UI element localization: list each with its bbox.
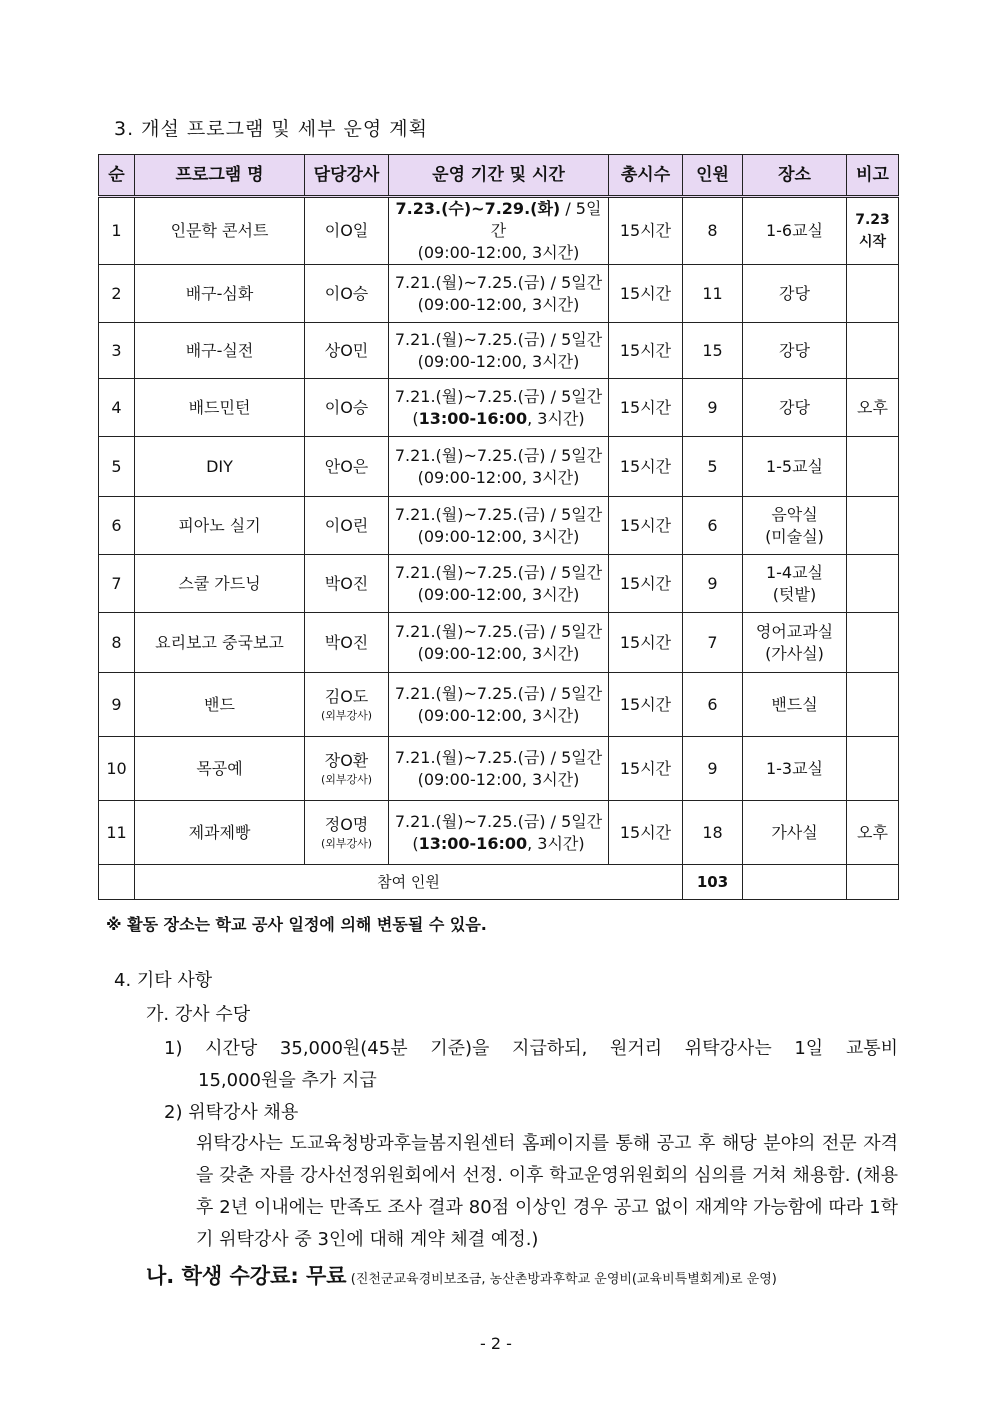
cell-remark (847, 379, 899, 437)
cell-place (743, 265, 847, 323)
table-row (99, 555, 899, 613)
cell-remark (847, 497, 899, 555)
cell-teacher (305, 265, 389, 323)
remark-main: 오후 (857, 822, 888, 842)
header-period: 운영 기간 및 시간 (389, 155, 609, 197)
cell-count: 7 (683, 613, 743, 673)
place-main: 1-3교실 (765, 758, 824, 778)
cell-count: 9 (683, 379, 743, 437)
cell-period (389, 801, 609, 865)
cell-teacher (305, 197, 389, 265)
student-fee (146, 1260, 777, 1290)
table-row (99, 801, 899, 865)
cell-place (743, 197, 847, 265)
cell-remark (847, 197, 899, 265)
cell-period (389, 497, 609, 555)
cell-hours: 15시간 (609, 555, 683, 613)
teacher-note: (외부강사) (320, 836, 373, 850)
teacher-name: 박O진 (324, 573, 369, 593)
cell-remark (847, 555, 899, 613)
place-main: 1-4교실 (765, 562, 824, 582)
table-row (99, 197, 899, 265)
table-row (99, 265, 899, 323)
time-open: ( (417, 526, 424, 546)
cell-period (389, 555, 609, 613)
cell-no: 9 (99, 673, 135, 737)
cell-remark (847, 613, 899, 673)
cell-remark (847, 265, 899, 323)
cell-program: 배구-실전 (135, 323, 305, 379)
cell-count: 15 (683, 323, 743, 379)
item-1-line-1: 1) 시간당 35,000원(45분 기준)을 지급하되, 원거리 위탁강사는 1일 교통비 (164, 1038, 898, 1059)
cell-period (389, 265, 609, 323)
table-header-row (99, 155, 899, 197)
remark-main: 오후 (857, 397, 888, 417)
cell-place (743, 673, 847, 737)
item-2-title: 2) 위탁강사 채용 (164, 1102, 299, 1123)
time-rest: , 3시간) (521, 769, 580, 789)
time-open: ( (417, 769, 424, 789)
cell-hours: 15시간 (609, 673, 683, 737)
time-range: 09:00-12:00 (423, 294, 522, 314)
cell-remark (847, 323, 899, 379)
period-dates: 7.21.(월)~7.25.(금) (394, 329, 546, 349)
footer-empty-place (743, 865, 847, 900)
time-rest: , 3시간) (521, 351, 580, 371)
table-row (99, 379, 899, 437)
cell-place (743, 613, 847, 673)
cell-place (743, 379, 847, 437)
time-range: 09:00-12:00 (423, 584, 522, 604)
table-row (99, 497, 899, 555)
cell-hours: 15시간 (609, 197, 683, 265)
teacher-name: 이O린 (324, 515, 369, 535)
location-change-note: ※ 활동 장소는 학교 공사 일정에 의해 변동될 수 있음. (106, 915, 487, 934)
cell-remark (847, 437, 899, 497)
cell-hours: 15시간 (609, 379, 683, 437)
section-4-title: 4. 기타 사항 (114, 970, 213, 991)
teacher-name: 이O승 (324, 283, 369, 303)
period-dates: 7.21.(월)~7.25.(금) (394, 747, 546, 767)
cell-place (743, 801, 847, 865)
place-sub: (가사실) (765, 643, 824, 663)
teacher-note: (외부강사) (320, 708, 373, 722)
footer-label: 참여 인원 (135, 865, 683, 900)
cell-count: 9 (683, 737, 743, 801)
cell-teacher (305, 555, 389, 613)
remark-sub: 시작 (858, 234, 887, 250)
cell-program: 목공예 (135, 737, 305, 801)
time-open: ( (417, 243, 424, 262)
section-3-title: 3. 개설 프로그램 및 세부 운영 계획 (114, 118, 428, 140)
period-days: / 5일간 (545, 272, 603, 292)
program-table (98, 154, 899, 900)
place-main: 가사실 (771, 822, 818, 842)
place-main: 1-6교실 (765, 221, 824, 240)
time-rest: , 3시간) (521, 243, 580, 262)
cell-period (389, 613, 609, 673)
period-dates: 7.23.(수)~7.29.(화) (395, 199, 561, 218)
cell-no: 2 (99, 265, 135, 323)
time-rest: , 3시간) (527, 833, 585, 853)
time-open: ( (417, 705, 424, 725)
time-open: ( (412, 408, 419, 428)
teacher-name: 이O일 (324, 221, 369, 240)
student-fee-note: (진천군교육경비보조금, 농산촌방과후학교 운영비(교육비특별회계)로 운영) (346, 1272, 777, 1287)
cell-period (389, 737, 609, 801)
teacher-name: 장O환 (324, 750, 369, 770)
time-open: ( (417, 294, 424, 314)
header-teacher: 담당강사 (305, 155, 389, 197)
period-days: / 5일간 (545, 562, 603, 582)
cell-teacher (305, 497, 389, 555)
table-row (99, 673, 899, 737)
cell-no: 4 (99, 379, 135, 437)
cell-period (389, 673, 609, 737)
cell-program: 배드민턴 (135, 379, 305, 437)
time-rest: , 3시간) (521, 584, 580, 604)
cell-hours: 15시간 (609, 613, 683, 673)
time-rest: , 3시간) (521, 526, 580, 546)
cell-count: 5 (683, 437, 743, 497)
cell-no: 3 (99, 323, 135, 379)
cell-program: 배구-심화 (135, 265, 305, 323)
cell-place (743, 323, 847, 379)
time-rest: , 3시간) (521, 467, 580, 487)
table-row (99, 613, 899, 673)
table-row (99, 323, 899, 379)
cell-period (389, 437, 609, 497)
place-main: 강당 (779, 340, 810, 360)
place-sub: (텃밭) (772, 584, 817, 604)
period-dates: 7.21.(월)~7.25.(금) (394, 683, 546, 703)
cell-place (743, 497, 847, 555)
cell-hours: 15시간 (609, 497, 683, 555)
place-main: 음악실 (771, 504, 818, 524)
cell-no: 1 (99, 197, 135, 265)
cell-place (743, 737, 847, 801)
footer-empty-remark (847, 865, 899, 900)
period-days: / 5일간 (545, 811, 603, 831)
cell-teacher (305, 437, 389, 497)
time-range: 09:00-12:00 (423, 643, 522, 663)
cell-program: 피아노 실기 (135, 497, 305, 555)
time-range: 09:00-12:00 (423, 526, 522, 546)
cell-hours: 15시간 (609, 801, 683, 865)
cell-no: 10 (99, 737, 135, 801)
time-rest: , 3시간) (521, 294, 580, 314)
place-main: 강당 (779, 397, 810, 417)
place-sub: (미술실) (765, 526, 824, 546)
cell-program: DIY (135, 437, 305, 497)
teacher-name: 이O승 (324, 397, 369, 417)
time-range: 09:00-12:00 (423, 351, 522, 371)
table-footer-row (99, 865, 899, 900)
time-rest: , 3시간) (521, 643, 580, 663)
cell-hours: 15시간 (609, 737, 683, 801)
time-open: ( (417, 584, 424, 604)
teacher-note: (외부강사) (320, 772, 373, 786)
cell-place (743, 555, 847, 613)
period-dates: 7.21.(월)~7.25.(금) (394, 386, 546, 406)
table-row (99, 737, 899, 801)
cell-hours: 15시간 (609, 265, 683, 323)
cell-teacher (305, 379, 389, 437)
period-dates: 7.21.(월)~7.25.(금) (394, 445, 546, 465)
period-days: / 5일간 (545, 747, 603, 767)
cell-no: 11 (99, 801, 135, 865)
cell-period (389, 197, 609, 265)
cell-teacher (305, 801, 389, 865)
time-range: 09:00-12:00 (423, 243, 522, 262)
period-days: / 5일간 (545, 445, 603, 465)
cell-program: 요리보고 중국보고 (135, 613, 305, 673)
cell-count: 6 (683, 673, 743, 737)
item-2-body: 위탁강사는 도교육청방과후늘봄지원센터 홈페이지를 통해 공고 후 해당 분야의 전문 자격을 갖춘 자를 강사선정위원회에서 선정. 이후 학교운영위원회의 심의를 거쳐 채용함. (채용 후 2년 이내에는 만족도 조사 결과 80점 이상인 경우 공고 없이 재계약 가능함에 따라 1학기 위탁강사 중 3인에 대해 계약 체결 예정.) (196, 1133, 898, 1250)
period-days: / 5일간 (545, 329, 603, 349)
cell-count: 8 (683, 197, 743, 265)
place-main: 영어교과실 (755, 621, 834, 641)
teacher-name: 안O은 (324, 456, 369, 476)
cell-period (389, 323, 609, 379)
cell-no: 5 (99, 437, 135, 497)
cell-teacher (305, 673, 389, 737)
period-dates: 7.21.(월)~7.25.(금) (394, 621, 546, 641)
cell-teacher (305, 737, 389, 801)
period-days: / 5일간 (490, 199, 602, 240)
place-main: 1-5교실 (765, 456, 824, 476)
period-days: / 5일간 (545, 683, 603, 703)
teacher-name: 김O도 (324, 686, 369, 706)
header-no: 순 (99, 155, 135, 197)
time-range: 13:00-16:00 (418, 408, 528, 428)
time-open: ( (412, 833, 419, 853)
time-rest: , 3시간) (527, 408, 585, 428)
cell-teacher (305, 613, 389, 673)
cell-no: 8 (99, 613, 135, 673)
time-open: ( (417, 467, 424, 487)
cell-remark (847, 801, 899, 865)
page-number: - 2 - (480, 1334, 512, 1353)
period-days: / 5일간 (545, 504, 603, 524)
remark-main: 7.23 (855, 212, 890, 228)
teacher-name: 상O민 (324, 340, 369, 360)
period-days: / 5일간 (545, 621, 603, 641)
cell-no: 7 (99, 555, 135, 613)
header-hours: 총시수 (609, 155, 683, 197)
student-fee-title: 나. 학생 수강료: 무료 (146, 1264, 347, 1288)
time-range: 09:00-12:00 (423, 705, 522, 725)
teacher-name: 정O명 (324, 814, 369, 834)
time-open: ( (417, 643, 424, 663)
cell-count: 11 (683, 265, 743, 323)
cell-program: 인문학 콘서트 (135, 197, 305, 265)
cell-count: 6 (683, 497, 743, 555)
period-days: / 5일간 (545, 386, 603, 406)
period-dates: 7.21.(월)~7.25.(금) (394, 811, 546, 831)
table-row (99, 437, 899, 497)
time-range: 13:00-16:00 (418, 833, 528, 853)
cell-hours: 15시간 (609, 323, 683, 379)
teacher-name: 박O진 (324, 632, 369, 652)
cell-hours: 15시간 (609, 437, 683, 497)
time-open: ( (417, 351, 424, 371)
cell-program: 제과제빵 (135, 801, 305, 865)
header-program: 프로그램 명 (135, 155, 305, 197)
cell-teacher (305, 323, 389, 379)
cell-count: 9 (683, 555, 743, 613)
cell-program: 스쿨 가드닝 (135, 555, 305, 613)
period-dates: 7.21.(월)~7.25.(금) (394, 562, 546, 582)
cell-remark (847, 737, 899, 801)
period-dates: 7.21.(월)~7.25.(금) (394, 504, 546, 524)
cell-place (743, 437, 847, 497)
cell-remark (847, 673, 899, 737)
header-place: 장소 (743, 155, 847, 197)
place-main: 밴드실 (771, 694, 818, 714)
footer-total: 103 (683, 865, 743, 900)
cell-no: 6 (99, 497, 135, 555)
time-range: 09:00-12:00 (423, 769, 522, 789)
period-dates: 7.21.(월)~7.25.(금) (394, 272, 546, 292)
item-1-line-2: 15,000원을 추가 지급 (198, 1070, 377, 1091)
footer-empty (99, 865, 135, 900)
header-remark: 비고 (847, 155, 899, 197)
header-count: 인원 (683, 155, 743, 197)
cell-period (389, 379, 609, 437)
time-rest: , 3시간) (521, 705, 580, 725)
cell-count: 18 (683, 801, 743, 865)
subsection-a-title: 가. 강사 수당 (146, 1004, 251, 1025)
place-main: 강당 (779, 283, 810, 303)
time-range: 09:00-12:00 (423, 467, 522, 487)
cell-program: 밴드 (135, 673, 305, 737)
